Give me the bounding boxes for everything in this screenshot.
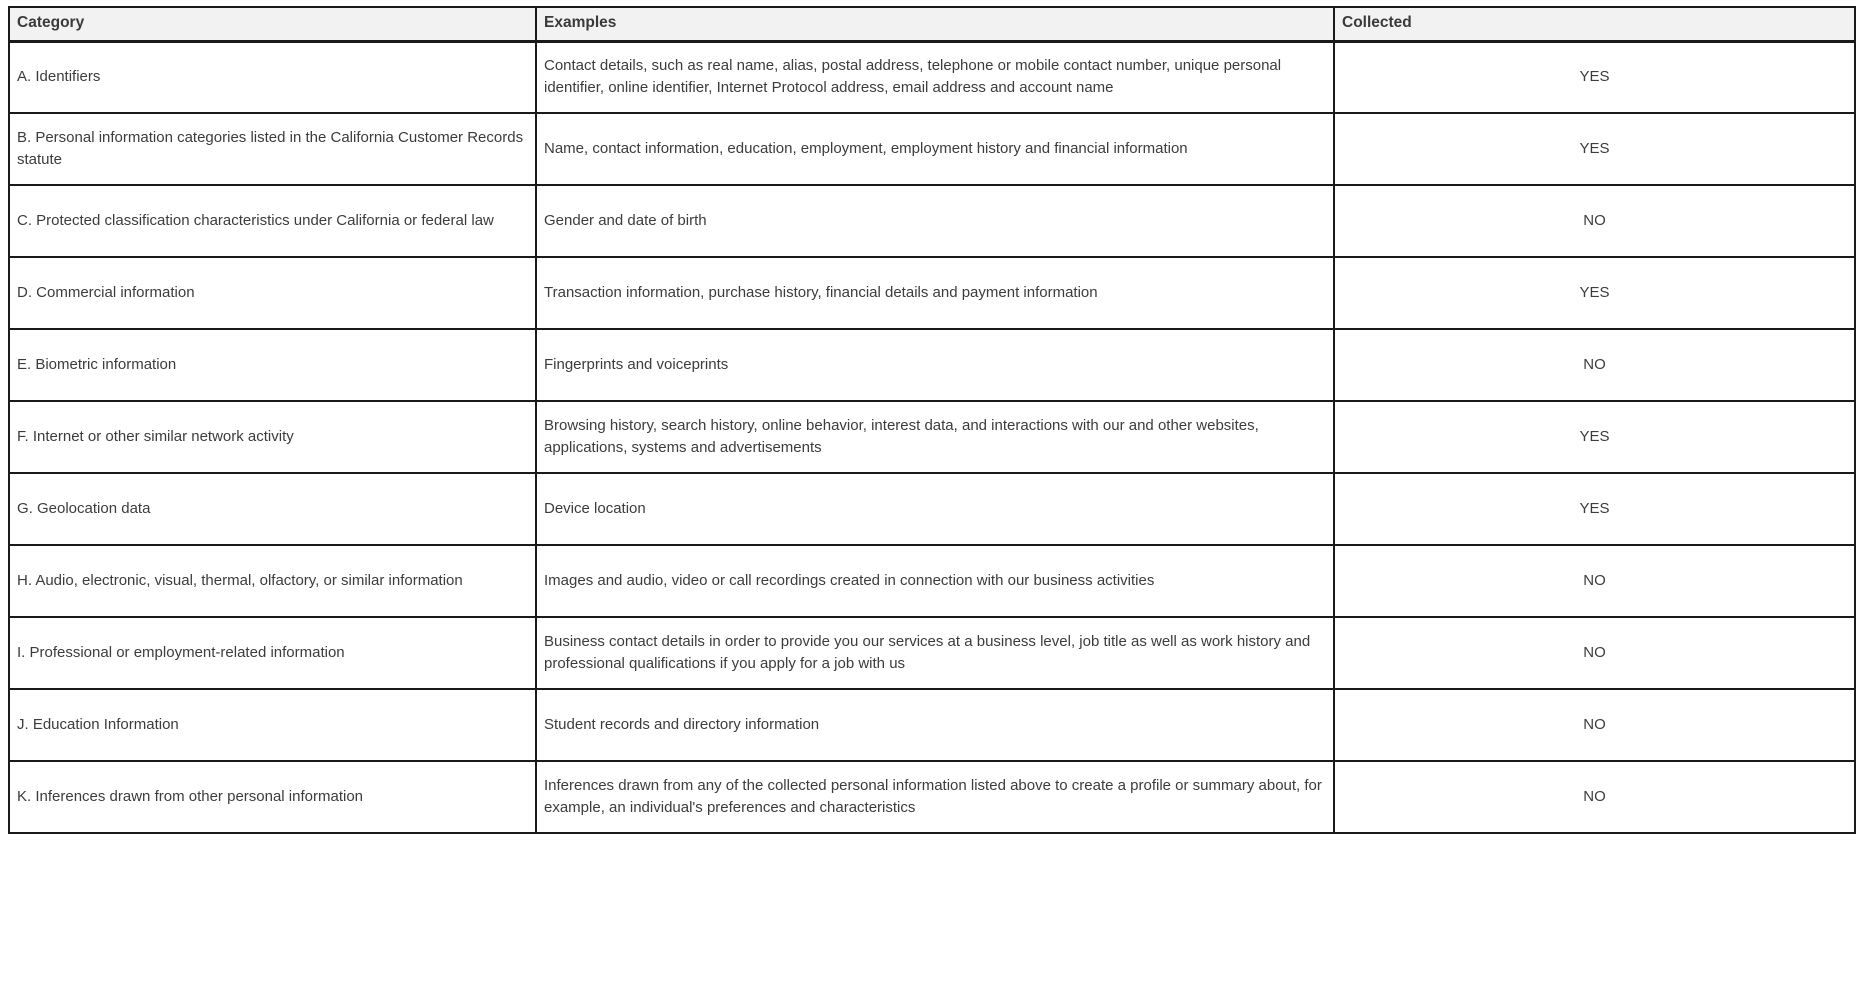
cell-collected: YES [1334,473,1855,545]
table-header [9,7,1855,41]
cell-collected: YES [1334,41,1855,113]
table-row [9,257,1855,329]
cell-examples: Browsing history, search history, online behavior, interest data, and interactions with our and other websites, applications, systems and advertisements [536,401,1334,473]
cell-category: C. Protected classification characteristics under California or federal law [9,185,536,257]
table-row [9,473,1855,545]
column-header-collected: Collected [1334,7,1855,41]
cell-examples: Images and audio, video or call recordings created in connection with our business activities [536,545,1334,617]
table-row [9,617,1855,689]
cell-collected: YES [1334,257,1855,329]
cell-collected: NO [1334,617,1855,689]
cell-category: B. Personal information categories listed in the California Customer Records statute [9,113,536,185]
cell-category: E. Biometric information [9,329,536,401]
cell-examples: Transaction information, purchase history, financial details and payment information [536,257,1334,329]
table-row [9,545,1855,617]
cell-category: D. Commercial information [9,257,536,329]
cell-category: J. Education Information [9,689,536,761]
table-row [9,761,1855,833]
table-row [9,689,1855,761]
table-body [9,41,1855,833]
cell-collected: YES [1334,401,1855,473]
cell-category: K. Inferences drawn from other personal information [9,761,536,833]
cell-examples: Inferences drawn from any of the collected personal information listed above to create a profile or summary about, for example, an individual's preferences and characteristics [536,761,1334,833]
cell-collected: NO [1334,185,1855,257]
cell-examples: Name, contact information, education, employment, employment history and financial information [536,113,1334,185]
cell-collected: NO [1334,329,1855,401]
table-header-row [9,7,1855,41]
cell-category: I. Professional or employment-related information [9,617,536,689]
column-header-examples: Examples [536,7,1334,41]
table-row [9,401,1855,473]
cell-collected: YES [1334,113,1855,185]
cell-examples: Gender and date of birth [536,185,1334,257]
cell-examples: Business contact details in order to provide you our services at a business level, job title as well as work history and professional qualifications if you apply for a job with us [536,617,1334,689]
personal-information-categories-table [8,6,1856,834]
cell-examples: Contact details, such as real name, alias, postal address, telephone or mobile contact number, unique personal identifier, online identifier, Internet Protocol address, email address and account name [536,41,1334,113]
cell-examples: Fingerprints and voiceprints [536,329,1334,401]
cell-examples: Student records and directory information [536,689,1334,761]
table-row [9,113,1855,185]
cell-collected: NO [1334,761,1855,833]
table-row [9,41,1855,113]
table-row [9,329,1855,401]
cell-examples: Device location [536,473,1334,545]
table-row [9,185,1855,257]
cell-category: H. Audio, electronic, visual, thermal, olfactory, or similar information [9,545,536,617]
cell-collected: NO [1334,689,1855,761]
cell-category: G. Geolocation data [9,473,536,545]
column-header-category: Category [9,7,536,41]
cell-collected: NO [1334,545,1855,617]
cell-category: F. Internet or other similar network activity [9,401,536,473]
cell-category: A. Identifiers [9,41,536,113]
